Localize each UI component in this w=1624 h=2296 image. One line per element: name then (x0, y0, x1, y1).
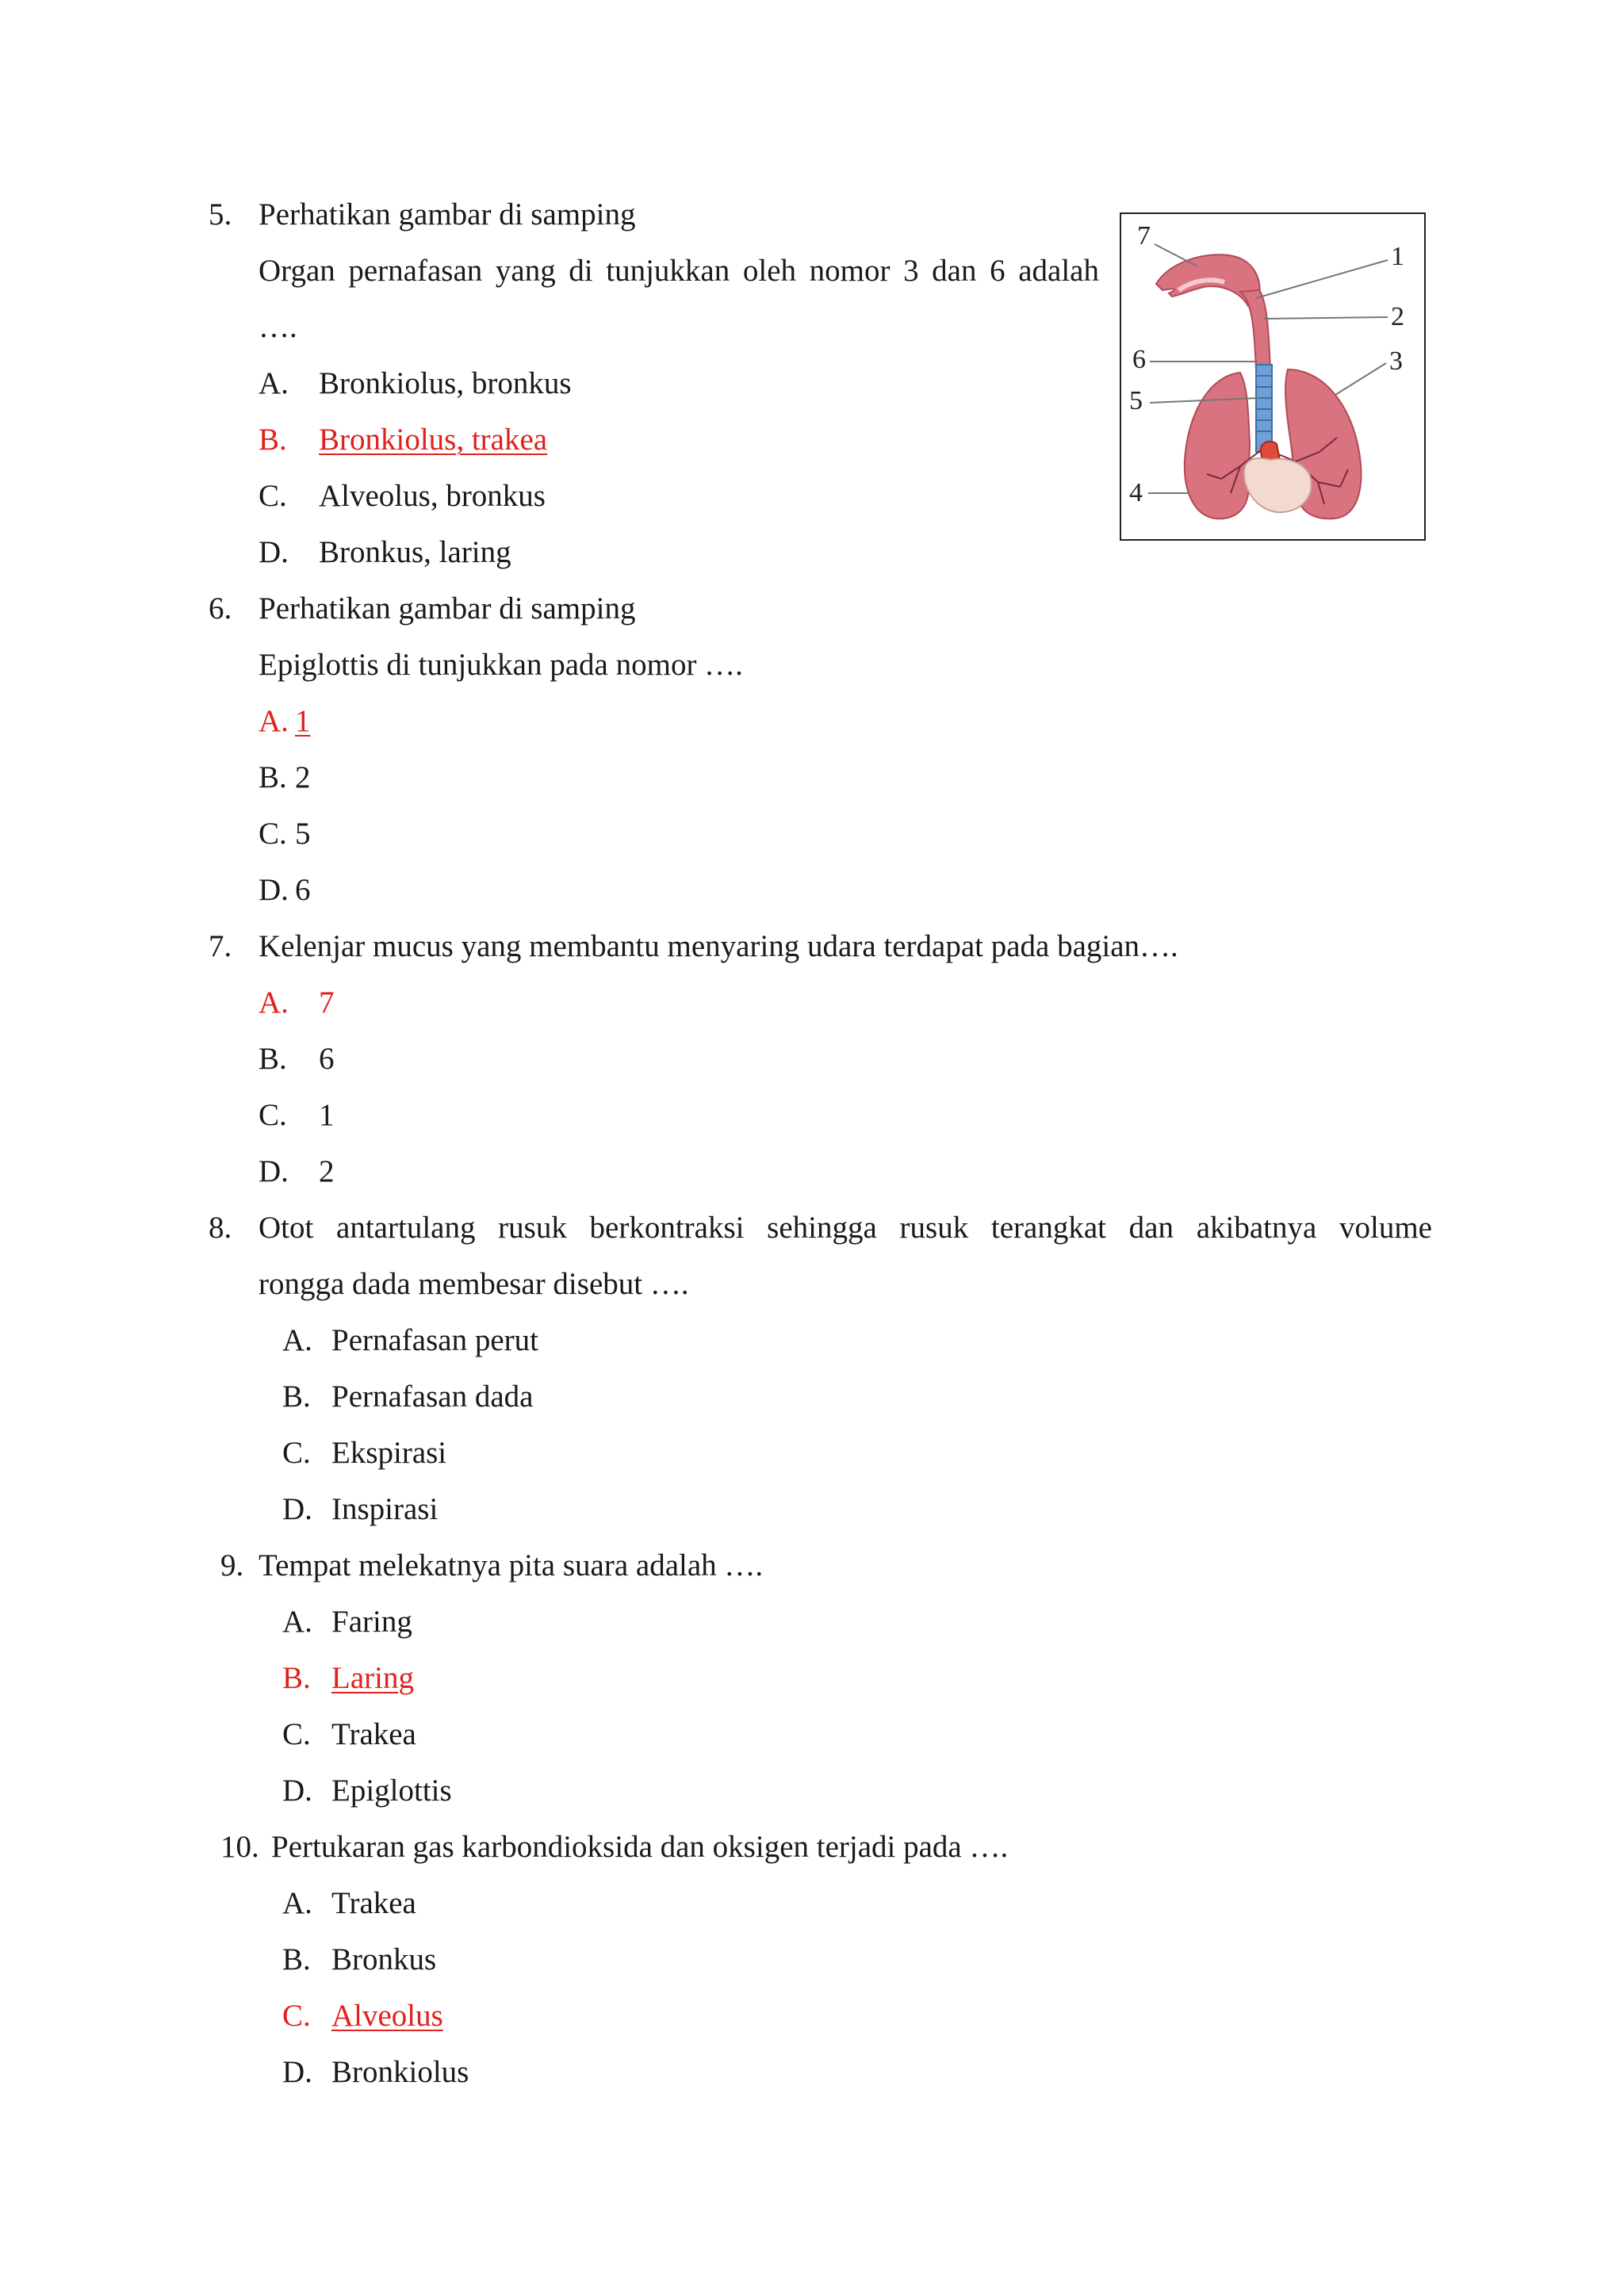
option-letter: C. (282, 1717, 311, 1751)
option-text: Epiglottis (331, 1774, 452, 1808)
option-text: Bronkus, laring (319, 535, 511, 569)
option-text: Bronkus (331, 1942, 437, 1976)
option-text: Alveolus (331, 1999, 443, 2033)
option-text: Alveolus, bronkus (319, 479, 546, 513)
figure-label-6: 6 (1132, 345, 1146, 374)
question-text: Pertukaran gas karbondioksida dan oksigen terjadi pada …. (271, 1830, 1009, 1864)
option-text: Ekspirasi (331, 1436, 447, 1470)
option-text: 1 (319, 1098, 335, 1132)
option-letter: A. (259, 985, 289, 1020)
question-number: 9. (220, 1548, 244, 1582)
question-text: Organ pernafasan yang di tunjukkan oleh nomor 3 dan 6 adalah (259, 254, 1099, 288)
question-text-line1: Otot antartulang rusuk berkontraksi sehingga rusuk terangkat dan akibatnya volume (259, 1211, 1432, 1245)
option-text: Bronkiolus, trakea (319, 423, 548, 457)
option-letter: C. (259, 817, 287, 851)
question-text-line2: rongga dada membesar disebut …. (259, 1267, 689, 1301)
option-letter: C. (282, 1436, 311, 1470)
option-text: 7 (319, 985, 335, 1020)
option-text: Laring (331, 1661, 414, 1695)
option-text: 1 (295, 704, 311, 738)
question-text: Kelenjar mucus yang membantu menyaring udara terdapat pada bagian…. (259, 929, 1178, 963)
figure-label-1: 1 (1391, 242, 1404, 271)
option-letter: B. (259, 1042, 287, 1076)
option-letter: D. (259, 535, 289, 569)
option-letter: C. (259, 479, 287, 513)
question-number: 7. (209, 929, 232, 963)
option-letter: A. (282, 1605, 312, 1639)
option-text: Faring (331, 1605, 412, 1639)
left-lung (1185, 373, 1250, 519)
option-letter: D. (282, 1774, 312, 1808)
question-instruction: Perhatikan gambar di samping (259, 197, 636, 232)
option-text: 6 (319, 1042, 335, 1076)
question-number: 8. (209, 1211, 232, 1245)
question-text: Tempat melekatnya pita suara adalah …. (259, 1548, 764, 1582)
option-text: Inspirasi (331, 1492, 439, 1526)
question-number: 6. (209, 591, 232, 626)
respiratory-diagram (1121, 214, 1424, 539)
option-text: Trakea (331, 1886, 416, 1920)
option-letter: A. (259, 366, 289, 400)
option-letter: B. (282, 1380, 311, 1414)
option-letter: B. (282, 1661, 311, 1695)
option-letter: D. (259, 1154, 289, 1188)
option-letter: A. (282, 1323, 312, 1357)
option-letter: A. (282, 1886, 312, 1920)
question-text: Epiglottis di tunjukkan pada nomor …. (259, 648, 743, 682)
figure-label-5: 5 (1129, 386, 1143, 415)
option-text: Trakea (331, 1717, 416, 1751)
respiratory-system-figure (1120, 212, 1426, 541)
option-text: 2 (295, 760, 311, 794)
option-text: Bronkiolus, bronkus (319, 366, 572, 400)
question-number: 10. (220, 1830, 259, 1864)
option-text: 2 (319, 1154, 335, 1188)
question-ellipsis: …. (259, 310, 297, 344)
option-text: 5 (295, 817, 311, 851)
heart (1244, 458, 1312, 512)
option-text: Pernafasan dada (331, 1380, 534, 1414)
figure-label-2: 2 (1391, 302, 1404, 331)
option-letter: A. (259, 704, 289, 738)
option-letter: D. (259, 873, 289, 907)
option-letter: C. (282, 1999, 311, 2033)
option-letter: D. (282, 2055, 312, 2089)
option-text: 6 (295, 873, 311, 907)
option-text: Bronkiolus (331, 2055, 469, 2089)
option-letter: D. (282, 1492, 312, 1526)
option-letter: B. (259, 423, 287, 457)
figure-label-3: 3 (1389, 346, 1403, 376)
option-letter: C. (259, 1098, 287, 1132)
option-text: Pernafasan perut (331, 1323, 538, 1357)
question-instruction: Perhatikan gambar di samping (259, 591, 636, 626)
option-letter: B. (259, 760, 287, 794)
figure-label-4: 4 (1129, 478, 1143, 507)
figure-label-7: 7 (1137, 221, 1151, 251)
question-number: 5. (209, 197, 232, 232)
option-letter: B. (282, 1942, 311, 1976)
